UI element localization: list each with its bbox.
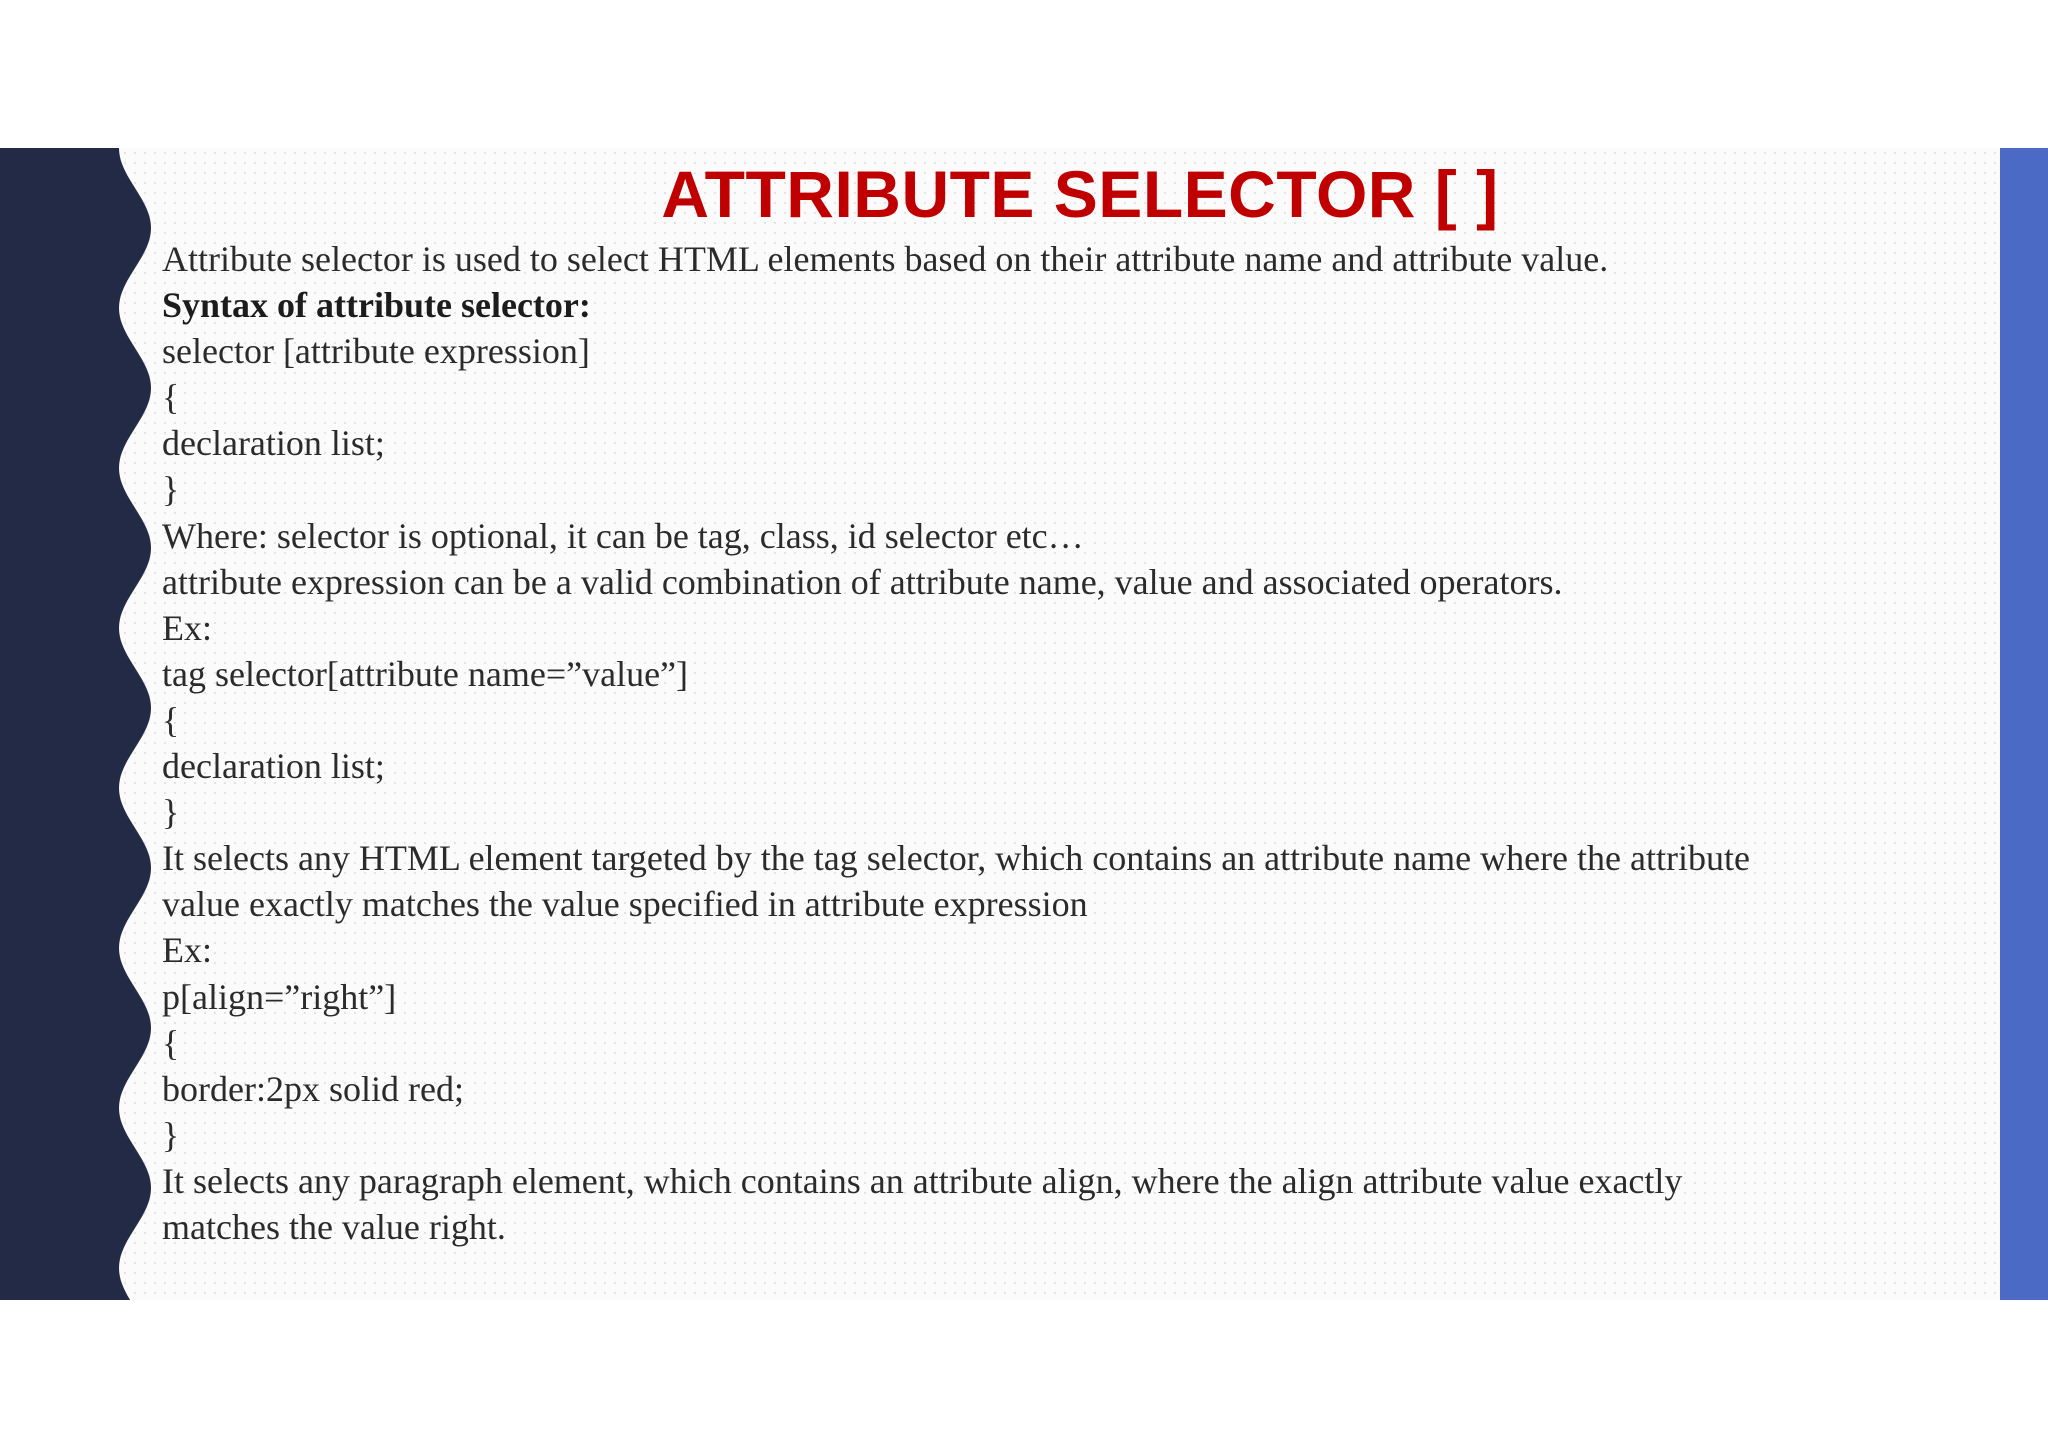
- syntax-heading: Syntax of attribute selector:: [162, 285, 591, 326]
- right-accent-bar: [2000, 148, 2048, 1300]
- text-line: declaration list;: [162, 746, 385, 787]
- text-line: matches the value right.: [162, 1206, 506, 1247]
- text-line: value exactly matches the value specified in attribute expression: [162, 884, 1088, 925]
- text-line: }: [162, 792, 180, 833]
- text-line: declaration list;: [162, 423, 385, 464]
- text-line: Ex:: [162, 930, 212, 971]
- text-line: }: [162, 1114, 180, 1155]
- text-line: {: [162, 699, 180, 740]
- text-line: tag selector[attribute name=”value”]: [162, 653, 689, 694]
- text-line: Attribute selector is used to select HTML elements based on their attribute name and attribute value.: [162, 239, 1609, 279]
- slide: [0, 148, 2048, 1300]
- text-line: border:2px solid red;: [162, 1068, 464, 1109]
- text-line: It selects any paragraph element, which contains an attribute align, where the align attribute value exactly: [162, 1160, 1683, 1201]
- wavy-left-band: [0, 148, 160, 1300]
- text-line: {: [162, 1022, 180, 1063]
- slide-body: [162, 236, 1982, 1250]
- text-line: Where: selector is optional, it can be tag, class, id selector etc…: [162, 515, 1084, 556]
- text-line: }: [162, 469, 180, 510]
- text-line: Ex:: [162, 607, 212, 648]
- text-line: p[align=”right”]: [162, 976, 397, 1017]
- slide-title: ATTRIBUTE SELECTOR [ ]: [661, 157, 1499, 231]
- text-line: attribute expression can be a valid combination of attribute name, value and associated operators.: [162, 561, 1563, 602]
- text-line: {: [162, 377, 180, 418]
- text-line: selector [attribute expression]: [162, 331, 590, 372]
- text-line: It selects any HTML element targeted by the tag selector, which contains an attribute name where the attribute: [162, 838, 1750, 879]
